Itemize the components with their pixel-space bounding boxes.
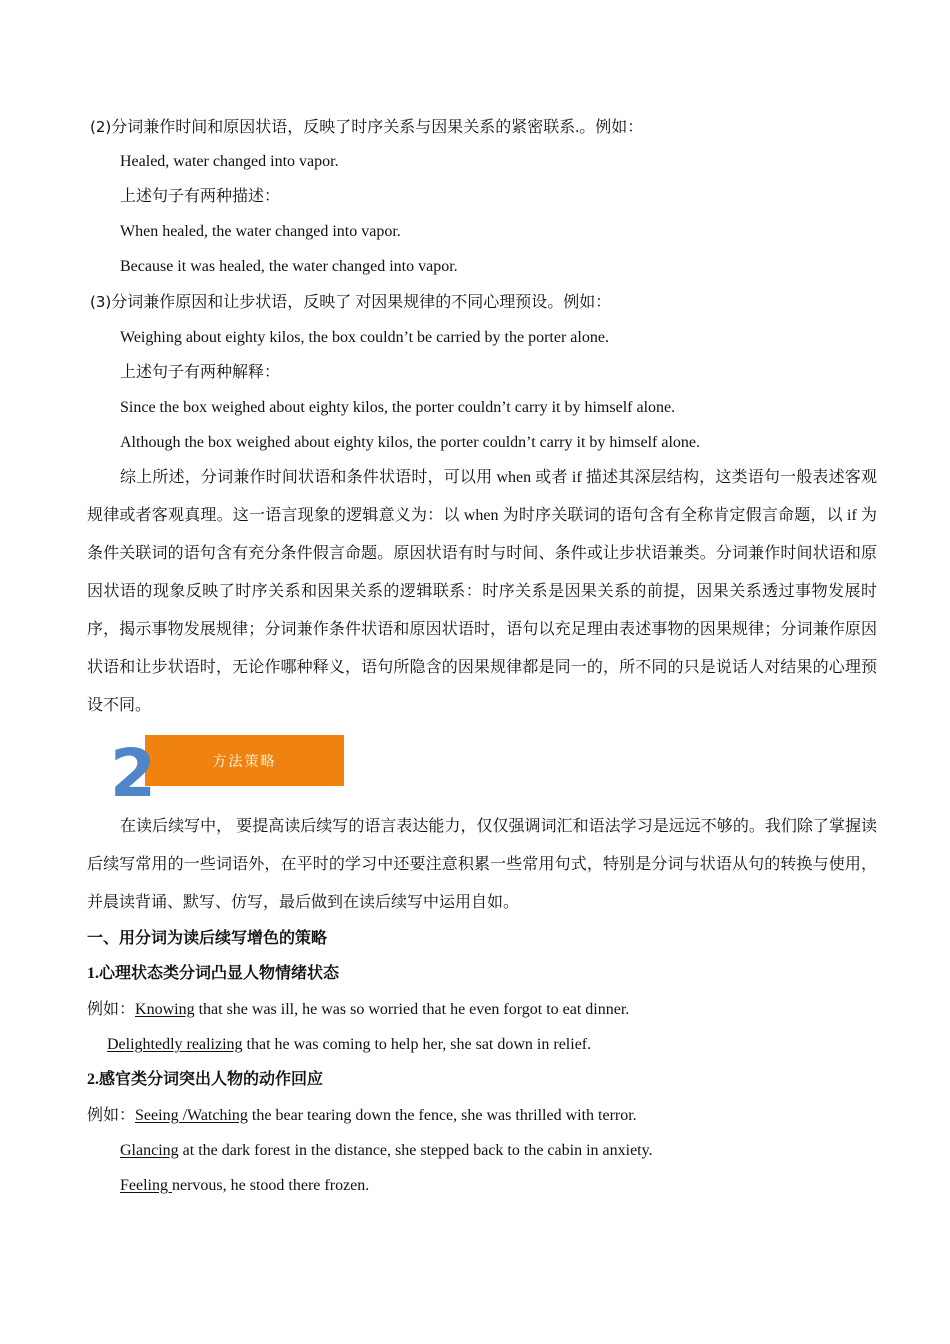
point-text: 分词兼作时间和原因状语，反映了时序关系与因果关系的紧密联系.。例如：: [111, 119, 644, 136]
example-line: [120, 1176, 369, 1196]
section-number: 2: [110, 735, 156, 812]
point-text: 分词兼作原因和让步状语，反映了 对因果规律的不同心理预设。例如：: [111, 294, 612, 311]
example-sentence: When healed, the water changed into vapor.: [120, 223, 401, 240]
example-rest: the bear tearing down the fence, she was thrilled with terror.: [247, 1107, 637, 1124]
description-line: 上述句子有两种描述：: [120, 188, 281, 205]
underlined-participle: Knowing: [135, 1001, 195, 1018]
example-line: [87, 1106, 637, 1126]
underlined-participle: Delightedly realizing: [107, 1036, 243, 1053]
subheading: 1.心理状态类分词凸显人物情绪状态: [87, 965, 340, 982]
section-heading: 一、用分词为读后续写增色的策略: [87, 930, 328, 947]
point-number: (2): [90, 118, 112, 136]
description-line: 上述句子有两种解释：: [120, 364, 281, 381]
point-2-paragraph: [90, 117, 643, 138]
section-banner: 方法策略: [145, 735, 344, 786]
example-rest: that he was coming to help her, she sat down in relief.: [242, 1036, 592, 1053]
example-line: [120, 1141, 653, 1161]
example-sentence: Although the box weighed about eighty kilos, the porter couldn’t carry it by himself alone.: [120, 434, 701, 451]
summary-paragraph: 综上所述，分词兼作时间状语和条件状语时，可以用 when 或者 if 描述其深层结构，这类语句一般表述客观规律或者客观真理。这一语言现象的逻辑意义为：以 when 为时序关联词的语句含有全称肯定假言命题，以 if 为条件关联词的语句含有充分条件假言命题。原因状语有时与时间、条件或让步状语兼类。分词兼作时间状语和原因状语的现象反映了时序关系和因果关系的逻辑联系：时序关系是因果关系的前提，因果关系透过事物发展时序，揭示事物发展规律；分词兼作条件状语和原因状语时，语句以充足理由表述事物的因果规律；分词兼作原因状语和让步状语时，无论作哪种释义，语句所隐含的因果规律都是同一的，所不同的只是说话人对结果的心理预设不同。: [87, 469, 877, 714]
point-number: (3): [90, 293, 112, 311]
example-sentence: Healed, water changed into vapor.: [120, 153, 339, 170]
point-3-paragraph: [90, 292, 611, 313]
underlined-participle: Glancing: [120, 1142, 179, 1159]
underlined-participle: Feeling: [120, 1177, 172, 1194]
subheading: 2.感官类分词突出人物的动作回应: [87, 1071, 324, 1088]
example-line: [107, 1035, 591, 1055]
example-line: [87, 1000, 629, 1020]
example-rest: nervous, he stood there frozen.: [172, 1177, 370, 1194]
intro-paragraph: 在读后续写中， 要提高读后续写的语言表达能力，仅仅强调词汇和语法学习是远远不够的。我们除了掌握读后续写常用的一些词语外，在平时的学习中还要注意积累一些常用句式，特别是分词与状语从句的转换与使用，并晨读背诵、默写、仿写，最后做到在读后续写中运用自如。: [87, 818, 877, 911]
underlined-participle: Seeing /Watching: [135, 1107, 248, 1124]
example-sentence: Because it was healed, the water changed into vapor.: [120, 258, 458, 275]
example-sentence: Weighing about eighty kilos, the box couldn’t be carried by the porter alone.: [120, 329, 609, 346]
example-rest: that she was ill, he was so worried that he even forgot to eat dinner.: [194, 1001, 630, 1018]
example-prefix: 例如：: [87, 1001, 136, 1018]
example-rest: at the dark forest in the distance, she stepped back to the cabin in anxiety.: [178, 1142, 653, 1159]
example-sentence: Since the box weighed about eighty kilos, the porter couldn’t carry it by himself alone.: [120, 399, 676, 416]
example-prefix: 例如：: [87, 1107, 136, 1124]
